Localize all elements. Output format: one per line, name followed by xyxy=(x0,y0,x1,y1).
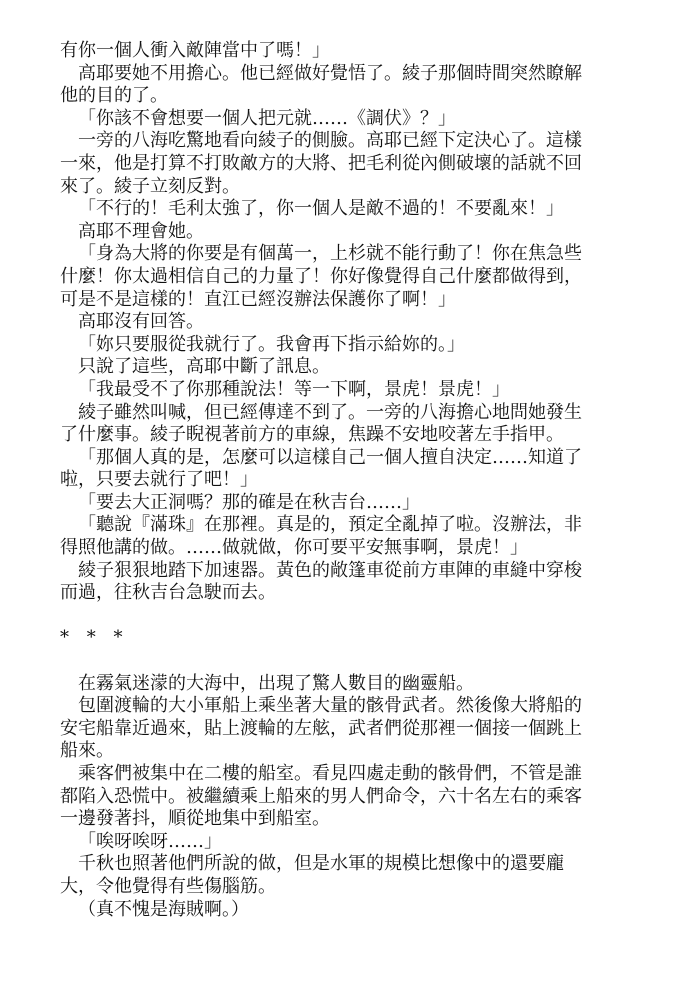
text-line: 一旁的八海吃驚地看向綾子的側臉。高耶已經下定決心了。這樣 xyxy=(78,130,582,152)
text-line: 綾子狠狠地踏下加速器。黃色的敞篷車從前方車陣的車縫中穿梭 xyxy=(78,559,582,581)
text-line: 什麼！你太過相信自己的力量了！你好像覺得自己什麼都做得到， xyxy=(60,265,582,287)
text-line: 而過，往秋吉台急駛而去。 xyxy=(60,582,276,604)
book-page xyxy=(60,40,640,921)
text-line: 了什麼事。綾子睨視著前方的車線，焦躁不安地咬著左手指甲。 xyxy=(60,424,564,446)
text-line: 「要去大正洞嗎？那的確是在秋吉台……」 xyxy=(78,491,420,513)
text-line: （真不愧是海賊啊。） xyxy=(78,898,249,920)
text-line: 「你該不會想要一個人把元就……《調伏》？」 xyxy=(78,107,456,129)
text-line: 「身為大將的你要是有個萬一，上杉就不能行動了！你在焦急些 xyxy=(78,243,582,265)
blank-line xyxy=(60,650,640,673)
text-line: 高耶要她不用擔心。他已經做好覺悟了。綾子那個時間突然瞭解 xyxy=(78,62,582,84)
text-block-top xyxy=(60,40,640,605)
text-line: 綾子雖然叫喊，但已經傳達不到了。一旁的八海擔心地問她發生 xyxy=(78,401,582,423)
text-line: 大，令他覺得有些傷腦筋。 xyxy=(60,875,276,897)
text-line: 船來。 xyxy=(60,740,114,762)
text-line: 「我最受不了你那種說法！等一下啊，景虎！景虎！」 xyxy=(78,378,510,400)
text-line: 安宅船靠近過來，貼上渡輪的左舷，武者們從那裡一個接一個跳上 xyxy=(60,717,582,739)
text-line: 一邊發著抖，順從地集中到船室。 xyxy=(60,808,330,830)
scene-separator: * * * xyxy=(60,627,129,649)
text-line: 「妳只要服從我就行了。我會再下指示給妳的。」 xyxy=(78,333,465,355)
text-line: 得照他講的做。……做就做，你可要平安無事啊，景虎！」 xyxy=(60,537,528,559)
blank-line xyxy=(60,605,640,628)
text-line: 一來，他是打算不打敗敵方的大將、把毛利從內側破壞的話就不回 xyxy=(60,152,582,174)
text-line: 在霧氣迷濛的大海中，出現了驚人數目的幽靈船。 xyxy=(78,672,474,694)
text-line: 啦，只要去就行了吧！」 xyxy=(60,469,258,491)
text-line: 都陷入恐慌中。被繼續乘上船來的男人們命令，六十名左右的乘客 xyxy=(60,785,582,807)
text-line: 千秋也照著他們所說的做，但是水軍的規模比想像中的還要龐 xyxy=(78,853,564,875)
text-line: 有你一個人衝入敵陣當中了嗎！」 xyxy=(60,40,330,61)
text-line: 「唉呀唉呀……」 xyxy=(78,830,222,852)
text-line: 他的目的了。 xyxy=(60,85,168,107)
text-line: 高耶沒有回答。 xyxy=(78,311,204,333)
text-line: 包圍渡輪的大小軍船上乘坐著大量的骸骨武者。然後像大將船的 xyxy=(78,695,582,717)
text-line: 只說了這些，高耶中斷了訊息。 xyxy=(78,356,330,378)
text-line: 高耶不理會她。 xyxy=(78,220,204,242)
text-line: 可是不是這樣的！直江已經沒辦法保護你了啊！」 xyxy=(60,288,456,310)
text-line: 「聽說『滿珠』在那裡。真是的，預定全亂掉了啦。沒辦法，非 xyxy=(78,514,582,536)
text-line: 「不行的！毛利太強了，你一個人是敵不過的！不要亂來！」 xyxy=(78,198,564,220)
text-line: 來了。綾子立刻反對。 xyxy=(60,175,240,197)
text-block-bottom xyxy=(60,673,640,922)
text-line: 乘客們被集中在二樓的船室。看見四處走動的骸骨們，不管是誰 xyxy=(78,763,582,784)
text-line: 「那個人真的是，怎麼可以這樣自己一個人擅自決定……知道了 xyxy=(78,446,582,468)
